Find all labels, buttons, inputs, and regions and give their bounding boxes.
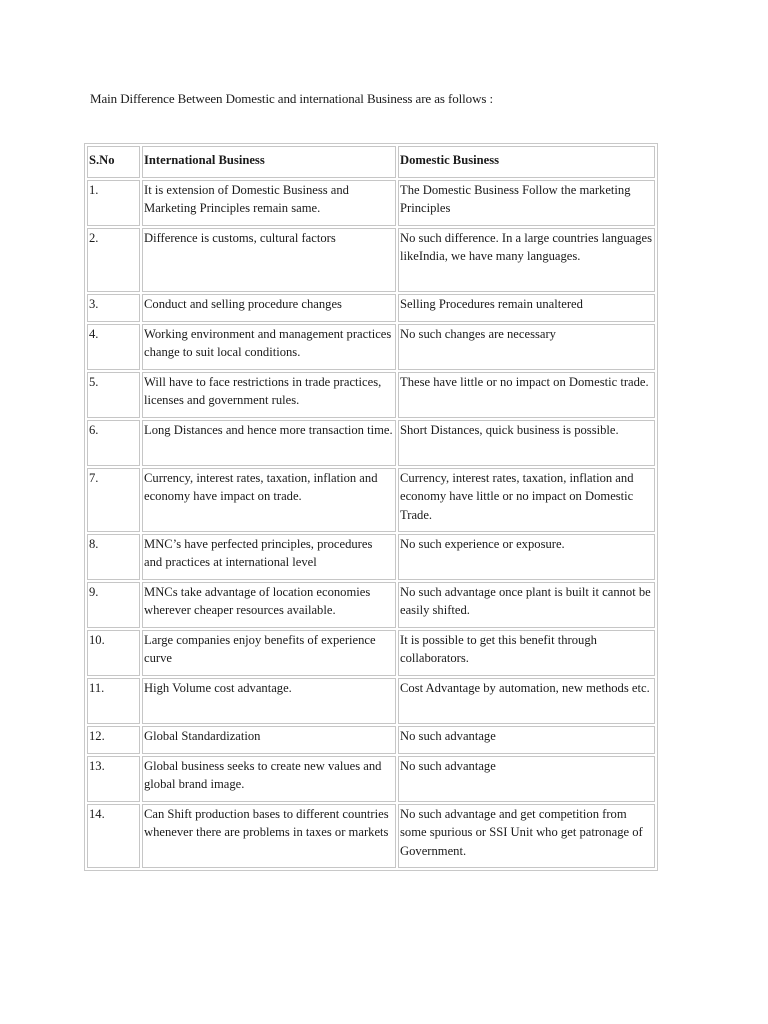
table-row bbox=[87, 756, 655, 802]
table-row bbox=[87, 324, 655, 370]
cell-sno: 1. bbox=[87, 180, 140, 226]
cell-sno: 5. bbox=[87, 372, 140, 418]
cell-domestic: No such experience or exposure. bbox=[398, 534, 655, 580]
table-row bbox=[87, 678, 655, 724]
cell-sno: 3. bbox=[87, 294, 140, 322]
cell-international: Can Shift production bases to different countries whenever there are problems in taxes or markets bbox=[142, 804, 396, 868]
document-heading: Main Difference Between Domestic and international Business are as follows : bbox=[90, 91, 493, 106]
cell-international: Large companies enjoy benefits of experience curve bbox=[142, 630, 396, 676]
cell-international: Conduct and selling procedure changes bbox=[142, 294, 396, 322]
table-row bbox=[87, 228, 655, 292]
cell-sno: 4. bbox=[87, 324, 140, 370]
cell-domestic: No such advantage bbox=[398, 756, 655, 802]
cell-international: Global business seeks to create new values and global brand image. bbox=[142, 756, 396, 802]
table-row bbox=[87, 180, 655, 226]
table-row bbox=[87, 372, 655, 418]
table-body bbox=[87, 180, 655, 868]
cell-sno: 10. bbox=[87, 630, 140, 676]
cell-international: It is extension of Domestic Business and Marketing Principles remain same. bbox=[142, 180, 396, 226]
comparison-table bbox=[84, 143, 658, 871]
table-row bbox=[87, 630, 655, 676]
table-row bbox=[87, 582, 655, 628]
cell-sno: 8. bbox=[87, 534, 140, 580]
cell-international: Currency, interest rates, taxation, inflation and economy have impact on trade. bbox=[142, 468, 396, 532]
cell-international: MNC’s have perfected principles, procedures and practices at international level bbox=[142, 534, 396, 580]
cell-domestic: No such changes are necessary bbox=[398, 324, 655, 370]
cell-domestic: No such advantage and get competition from some spurious or SSI Unit who get patronage of Government. bbox=[398, 804, 655, 868]
cell-international: MNCs take advantage of location economies wherever cheaper resources available. bbox=[142, 582, 396, 628]
cell-domestic: Cost Advantage by automation, new methods etc. bbox=[398, 678, 655, 724]
cell-sno: 9. bbox=[87, 582, 140, 628]
cell-sno: 11. bbox=[87, 678, 140, 724]
header-domestic: Domestic Business bbox=[398, 146, 655, 178]
cell-sno: 6. bbox=[87, 420, 140, 466]
cell-sno: 13. bbox=[87, 756, 140, 802]
cell-domestic: It is possible to get this benefit through collaborators. bbox=[398, 630, 655, 676]
table-row bbox=[87, 420, 655, 466]
cell-domestic: No such advantage bbox=[398, 726, 655, 754]
table-row bbox=[87, 804, 655, 868]
cell-international: Difference is customs, cultural factors bbox=[142, 228, 396, 292]
cell-domestic: These have little or no impact on Domestic trade. bbox=[398, 372, 655, 418]
cell-international: High Volume cost advantage. bbox=[142, 678, 396, 724]
cell-domestic: Selling Procedures remain unaltered bbox=[398, 294, 655, 322]
table-header-row bbox=[87, 146, 655, 178]
header-international: International Business bbox=[142, 146, 396, 178]
table-row bbox=[87, 534, 655, 580]
cell-international: Long Distances and hence more transaction time. bbox=[142, 420, 396, 466]
cell-sno: 14. bbox=[87, 804, 140, 868]
cell-international: Working environment and management practices change to suit local conditions. bbox=[142, 324, 396, 370]
cell-international: Global Standardization bbox=[142, 726, 396, 754]
table-row bbox=[87, 294, 655, 322]
cell-domestic: Short Distances, quick business is possible. bbox=[398, 420, 655, 466]
cell-domestic: No such advantage once plant is built it cannot be easily shifted. bbox=[398, 582, 655, 628]
header-sno: S.No bbox=[87, 146, 140, 178]
cell-domestic: No such difference. In a large countries languages likeIndia, we have many languages. bbox=[398, 228, 655, 292]
cell-sno: 7. bbox=[87, 468, 140, 532]
cell-international: Will have to face restrictions in trade practices, licenses and government rules. bbox=[142, 372, 396, 418]
cell-domestic: Currency, interest rates, taxation, inflation and economy have little or no impact on Domestic Trade. bbox=[398, 468, 655, 532]
cell-domestic: The Domestic Business Follow the marketing Principles bbox=[398, 180, 655, 226]
cell-sno: 2. bbox=[87, 228, 140, 292]
table-row bbox=[87, 726, 655, 754]
table-row bbox=[87, 468, 655, 532]
cell-sno: 12. bbox=[87, 726, 140, 754]
